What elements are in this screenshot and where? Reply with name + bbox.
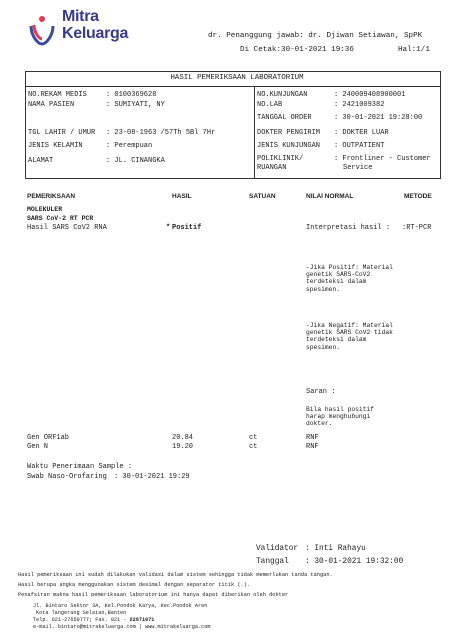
mitra-keluarga-logo-icon [28, 14, 56, 46]
col-method: METODE [404, 193, 432, 200]
label-visit-number: NO.KUNJUNGAN [257, 91, 308, 99]
label-patient-name: NAMA PASIEN [28, 101, 75, 109]
page-number: Hal:1/1 [398, 46, 430, 54]
gene-n-name: Gen N [27, 443, 49, 451]
disclaimer-decimal: Hasil berupa angka menggunakan sistem desimal dengan separator titik (.). [18, 582, 251, 588]
note-if-positive: -Jika Positif: Material genetik SARS-CoV2 terdeteksi dalam spesimen. [306, 264, 393, 293]
footer-phone-fax [33, 617, 154, 623]
printed-date: Di Cetak:30-01-2021 19:36 [240, 46, 354, 54]
footer-phone-text: Telp. 021-27659777; Fax. 021 - [33, 617, 130, 623]
label-medical-record: NO.REKAM MEDIS [28, 91, 87, 99]
validation-date-value: : 30-01-2021 19:32:00 [305, 558, 404, 566]
footer-city: Kota Tangerang Selatan,Banten [36, 610, 127, 616]
title-divider [25, 86, 441, 87]
value-patient-name: : SUMIYATI, NY [106, 101, 165, 109]
section-subgroup: SARS CoV-2 RT PCR [27, 215, 94, 222]
abnormal-flag: * [166, 224, 171, 232]
value-clinic-cont: Service [343, 164, 373, 172]
label-order-date: TANGGAL ORDER [257, 114, 312, 122]
gene-n-unit: ct [249, 443, 258, 451]
gene-n-normal: RNF [306, 443, 319, 451]
value-order-date: : 30-01-2021 19:28:00 [334, 114, 423, 122]
label-clinic: POLIKLINIK/ [257, 155, 304, 163]
col-normal-value: NILAI NORMAL [306, 193, 354, 200]
brand-name-line1: Mitra [62, 8, 99, 25]
gene-orf1ab-value: 20.84 [172, 434, 194, 442]
method-rt-pcr: :RT-PCR [402, 224, 432, 232]
value-lab-number: : 2421009382 [334, 101, 385, 109]
saran-text: Bila hasil positif harap menghubungi dokter. [306, 406, 375, 428]
gene-orf1ab-normal: RNF [306, 434, 319, 442]
sample-type: Swab Naso-Orofaring [27, 473, 107, 481]
section-group: MOLEKULER [27, 206, 63, 213]
label-birth-age: TGL LAHIR / UMUR [28, 129, 96, 137]
value-birth-age: : 23-08-1963 /57Th 5Bl 7Hr [106, 129, 216, 137]
value-medical-record: : 0100369628 [106, 91, 157, 99]
report-title: HASIL PEMERIKSAAN LABORATORIUM [170, 74, 304, 82]
label-gender: JENIS KELAMIN [28, 142, 83, 150]
label-address: ALAMAT [28, 157, 54, 165]
footer-address: Jl. Bintaro Sektor 3A, Kel.Pondok Karya, Kec.Pondok Aren [33, 603, 208, 609]
footer-contact: e-mail. bintaro@mitrakeluarga.com | www.mitrakeluarga.com [33, 624, 211, 630]
validation-date-label: Tanggal [256, 558, 289, 566]
label-room: RUANGAN [257, 164, 287, 172]
sample-received-label: Waktu Penerimaan Sample : [27, 463, 133, 471]
label-visit-type: JENIS KUNJUNGAN [257, 142, 321, 150]
value-visit-number: : 240009408900001 [334, 91, 406, 99]
brand-name-line2: Keluarga [62, 25, 129, 42]
col-examination: PEMERIKSAAN [27, 193, 76, 200]
note-if-negative: -Jika Negatif: Material genetik SARS CoV2 tidak terdeteksi dalam spesimen. [306, 322, 393, 351]
sample-received-time: : 30-01-2021 19:29 [114, 473, 190, 481]
gene-orf1ab-name: Gen ORF1ab [27, 434, 70, 442]
value-visit-type: : OUTPATIENT [334, 142, 385, 150]
gene-n-value: 19.20 [172, 443, 194, 451]
result-positive: Positif [172, 224, 202, 232]
col-unit: SATUAN [249, 193, 276, 200]
value-gender: : Perempuan [106, 142, 153, 150]
column-divider [254, 86, 255, 178]
value-clinic: : Frontliner - Customer [334, 155, 431, 163]
col-result: HASIL [172, 193, 192, 200]
interpretation-label: Interpretasi hasil : [306, 224, 391, 232]
saran-label: Saran : [306, 388, 336, 396]
validator-label: Validator [256, 545, 299, 553]
footer-fax-number: 22971071 [129, 617, 155, 623]
doctor-in-charge: dr. Penanggung jawab: dr. Djiwan Setiawan, SpPK [208, 32, 423, 40]
validator-value: : Inti Rahayu [305, 545, 366, 553]
gene-orf1ab-unit: ct [249, 434, 258, 442]
label-referring-doctor: DOKTER PENGIRIM [257, 129, 321, 137]
test-name-sars-cov2-rna: Hasil SARS CoV2 RNA [27, 224, 107, 232]
disclaimer-validation: Hasil pemeriksaan ini sudah dilakukan validasi dalam sistem sehingga tidak memerlukan tanda tangan. [18, 572, 333, 578]
value-address: : JL. CINANGKA [106, 157, 165, 165]
disclaimer-interpretation: Penafsiran makna hasil pemeriksaan laboratorium ini hanya dapat diberikan oleh dokter [18, 592, 289, 598]
value-referring-doctor: : DOKTER LUAR [334, 129, 389, 137]
label-lab-number: NO.LAB [257, 101, 283, 109]
